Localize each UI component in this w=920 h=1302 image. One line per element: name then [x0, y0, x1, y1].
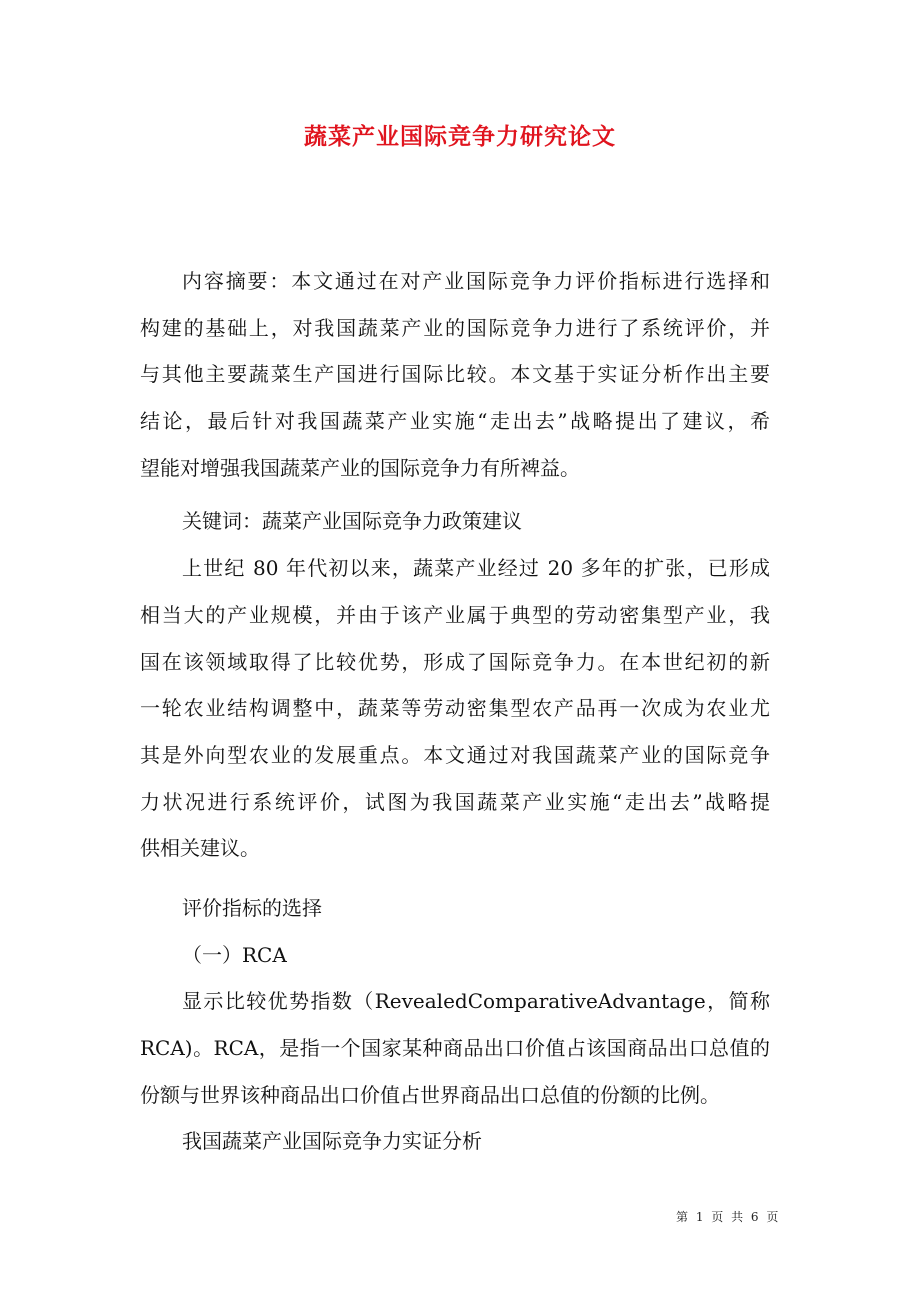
text-line: 望能对增强我国蔬菜产业的国际竞争力有所裨益。 — [140, 455, 580, 480]
paragraph — [140, 885, 770, 932]
text-line: 关键词：蔬菜产业国际竞争力政策建议 — [182, 509, 522, 534]
text-line: 结论，最后针对我国蔬菜产业实施“走出去”战略提出了建议，希 — [140, 409, 770, 434]
paragraph — [140, 498, 770, 545]
text-line: 上世纪 80 年代初以来，蔬菜产业经过 20 多年的扩张，已形成 — [182, 556, 770, 581]
text-line: 供相关建议。 — [140, 836, 260, 861]
paragraph — [140, 1118, 770, 1165]
text-line: 力状况进行系统评价，试图为我国蔬菜产业实施“走出去”战略提 — [140, 789, 770, 814]
text-line: 份额与世界该种商品出口价值占世界商品出口总值的份额的比例。 — [140, 1082, 720, 1107]
text-line: 内容摘要：本文通过在对产业国际竞争力评价指标进行选择和 — [182, 269, 770, 293]
document-body — [140, 258, 770, 1165]
text-line: 一轮农业结构调整中，蔬菜等劳动密集型农产品再一次成为农业尤 — [140, 696, 770, 721]
text-line: 我国蔬菜产业国际竞争力实证分析 — [182, 1129, 482, 1154]
text-line: 其是外向型农业的发展重点。本文通过对我国蔬菜产业的国际竞争 — [140, 742, 770, 767]
paragraph — [140, 545, 770, 872]
text-line: 显示比较优势指数（RevealedComparativeAdvantage，简称 — [182, 989, 770, 1014]
text-line: 国在该领域取得了比较优势，形成了国际竞争力。在本世纪初的新 — [140, 649, 770, 674]
paragraph — [140, 932, 770, 979]
text-line: 评价指标的选择 — [182, 895, 322, 920]
text-line: （一）RCA — [182, 942, 287, 967]
text-line: RCA)。RCA，是指一个国家某种商品出口价值占该国商品出口总值的 — [140, 1036, 770, 1060]
paragraph — [140, 978, 770, 1118]
document-title: 蔬菜产业国际竞争力研究论文 — [304, 123, 616, 150]
text-line: 构建的基础上，对我国蔬菜产业的国际竞争力进行了系统评价，并 — [140, 315, 770, 340]
text-line: 相当大的产业规模，并由于该产业属于典型的劳动密集型产业，我 — [140, 602, 770, 627]
page-number: 第 1 页 共 6 页 — [676, 1210, 779, 1224]
paragraph — [140, 258, 770, 491]
text-line: 与其他主要蔬菜生产国进行国际比较。本文基于实证分析作出主要 — [140, 362, 770, 387]
